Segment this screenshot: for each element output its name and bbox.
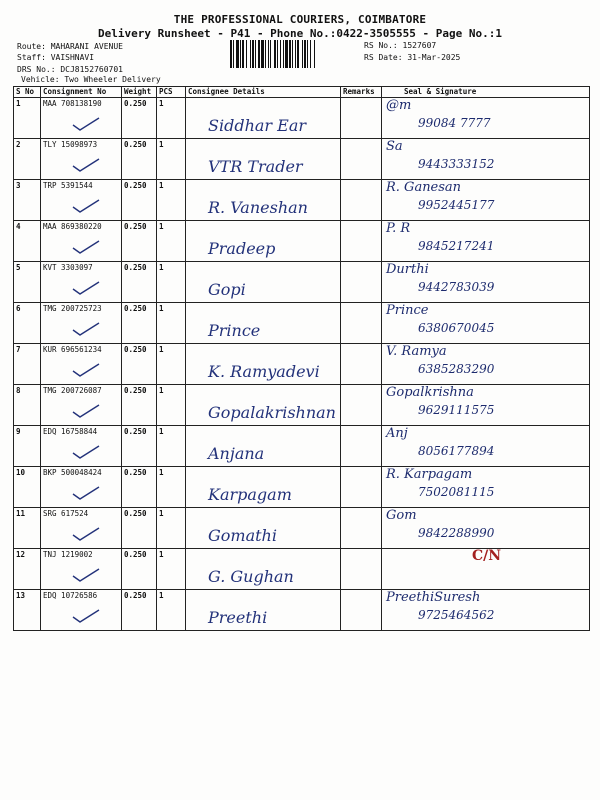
row-signature: [382, 549, 590, 590]
row-weight: 0.250: [122, 139, 157, 180]
check-mark-icon: [71, 157, 101, 173]
row-consignee: [186, 221, 341, 262]
consignee-name: Gopalakrishnan: [208, 403, 336, 422]
table-row: [14, 590, 590, 631]
consignee-name: Gopi: [208, 280, 246, 299]
row-remarks: [341, 344, 382, 385]
row-consignment: MAA 708138190: [41, 98, 122, 139]
col-consignment: Consignment No: [41, 87, 122, 98]
row-signature: [382, 98, 590, 139]
table-row: [14, 262, 590, 303]
row-weight: 0.250: [122, 426, 157, 467]
check-mark-icon: [71, 321, 101, 337]
row-sno: 12: [14, 549, 41, 590]
row-sno: 2: [14, 139, 41, 180]
row-remarks: [341, 590, 382, 631]
row-signature: [382, 303, 590, 344]
check-mark-icon: [71, 362, 101, 378]
col-weight: Weight: [122, 87, 157, 98]
signature-text: Prince: [386, 303, 429, 318]
row-consignee: [186, 385, 341, 426]
table-row: [14, 385, 590, 426]
row-consignee: [186, 180, 341, 221]
check-mark-icon: [71, 567, 101, 583]
row-remarks: [341, 549, 382, 590]
row-pcs: 1: [157, 590, 186, 631]
check-mark-icon: [71, 526, 101, 542]
row-consignment: EDQ 10726586: [41, 590, 122, 631]
row-consignment: EDQ 16758844: [41, 426, 122, 467]
rs-date: RS Date: 31-Mar-2025: [364, 53, 461, 62]
table-row: [14, 344, 590, 385]
row-consignment: TRP 5391544: [41, 180, 122, 221]
row-consignment: BKP 500048424: [41, 467, 122, 508]
signature-phone: 6385283290: [418, 362, 495, 376]
drs-label: DRS No.: DCJ8152760701: [17, 65, 123, 74]
signature-phone: 8056177894: [418, 444, 495, 458]
row-consignee: [186, 590, 341, 631]
row-consignee: [186, 262, 341, 303]
signature-phone: 9845217241: [418, 239, 495, 253]
signature-text: PreethiSuresh: [386, 590, 481, 605]
table-row: [14, 426, 590, 467]
row-pcs: 1: [157, 344, 186, 385]
row-pcs: 1: [157, 139, 186, 180]
row-signature: [382, 344, 590, 385]
rs-number: RS No.: 1527607: [364, 41, 437, 50]
table-row: [14, 549, 590, 590]
signature-text: Gom: [386, 508, 417, 523]
row-signature: [382, 426, 590, 467]
check-mark-icon: [71, 239, 101, 255]
row-weight: 0.250: [122, 508, 157, 549]
signature-text: Anj: [386, 426, 408, 441]
signature-phone: 9443333152: [418, 157, 495, 171]
signature-phone: 6380670045: [418, 321, 495, 335]
table-row: [14, 180, 590, 221]
row-remarks: [341, 139, 382, 180]
row-remarks: [341, 303, 382, 344]
row-sno: 4: [14, 221, 41, 262]
row-remarks: [341, 508, 382, 549]
row-consignment: TLY 15098973: [41, 139, 122, 180]
row-sno: 5: [14, 262, 41, 303]
barcode: [230, 40, 348, 68]
row-consignee: [186, 98, 341, 139]
table-row: [14, 139, 590, 180]
row-sno: 1: [14, 98, 41, 139]
signature-text: R. Karpagam: [386, 467, 473, 482]
row-consignee: [186, 508, 341, 549]
row-sno: 9: [14, 426, 41, 467]
row-sno: 7: [14, 344, 41, 385]
consignee-name: G. Gughan: [208, 567, 294, 586]
signature-text: V. Ramya: [386, 344, 447, 359]
row-remarks: [341, 98, 382, 139]
row-consignee: [186, 303, 341, 344]
signature-text: Gopalkrishna: [386, 385, 474, 400]
row-signature: [382, 180, 590, 221]
row-pcs: 1: [157, 303, 186, 344]
signature-text: @m: [386, 98, 412, 113]
signature-phone: 9725464562: [418, 608, 495, 622]
row-signature: [382, 385, 590, 426]
col-remarks: Remarks: [341, 87, 382, 98]
row-weight: 0.250: [122, 262, 157, 303]
company-title: THE PROFESSIONAL COURIERS, COIMBATORE: [173, 13, 427, 26]
consignee-name: Siddhar Ear: [208, 116, 307, 135]
row-pcs: 1: [157, 180, 186, 221]
check-mark-icon: [71, 280, 101, 296]
row-remarks: [341, 467, 382, 508]
row-pcs: 1: [157, 385, 186, 426]
row-sno: 10: [14, 467, 41, 508]
row-sno: 11: [14, 508, 41, 549]
consignee-name: Pradeep: [208, 239, 276, 258]
signature-phone: 9629111575: [418, 403, 495, 417]
vehicle-label: Vehicle: Two Wheeler Delivery: [21, 75, 161, 84]
row-pcs: 1: [157, 508, 186, 549]
row-weight: 0.250: [122, 590, 157, 631]
row-signature: [382, 590, 590, 631]
table-row: [14, 98, 590, 139]
row-consignment: MAA 869380220: [41, 221, 122, 262]
row-pcs: 1: [157, 549, 186, 590]
row-pcs: 1: [157, 467, 186, 508]
consignee-name: Karpagam: [208, 485, 292, 504]
row-remarks: [341, 180, 382, 221]
row-consignee: [186, 139, 341, 180]
table-header-row: [14, 87, 590, 98]
check-mark-icon: [71, 485, 101, 501]
check-mark-icon: [71, 403, 101, 419]
row-sno: 13: [14, 590, 41, 631]
row-consignment: KUR 696561234: [41, 344, 122, 385]
consignee-name: Preethi: [208, 608, 268, 627]
col-pcs: PCS: [157, 87, 186, 98]
row-consignment: KVT 3303097: [41, 262, 122, 303]
row-pcs: 1: [157, 426, 186, 467]
route-label: Route: MAHARANI AVENUE: [17, 42, 123, 51]
row-signature: [382, 221, 590, 262]
table-row: [14, 508, 590, 549]
check-mark-icon: [71, 116, 101, 132]
consignee-name: VTR Trader: [208, 157, 303, 176]
signature-phone: 99084 7777: [418, 116, 491, 130]
staff-label: Staff: VAISHNAVI: [17, 53, 95, 62]
signature-phone: 9442783039: [418, 280, 495, 294]
row-sno: 8: [14, 385, 41, 426]
row-signature: [382, 467, 590, 508]
col-sno: S No: [14, 87, 41, 98]
consignee-name: Prince: [208, 321, 261, 340]
check-mark-icon: [71, 444, 101, 460]
row-remarks: [341, 385, 382, 426]
row-pcs: 1: [157, 221, 186, 262]
row-weight: 0.250: [122, 221, 157, 262]
row-weight: 0.250: [122, 549, 157, 590]
row-consignee: [186, 426, 341, 467]
row-consignee: [186, 549, 341, 590]
row-sno: 6: [14, 303, 41, 344]
signature-phone: 7502081115: [418, 485, 495, 499]
consignee-name: K. Ramyadevi: [208, 362, 320, 381]
consignee-name: Gomathi: [208, 526, 277, 545]
row-weight: 0.250: [122, 180, 157, 221]
row-weight: 0.250: [122, 344, 157, 385]
consignee-name: R. Vaneshan: [208, 198, 308, 217]
table-row: [14, 303, 590, 344]
row-remarks: [341, 426, 382, 467]
row-consignment: TNJ 1219002: [41, 549, 122, 590]
table-row: [14, 467, 590, 508]
remark-mark: C/N: [472, 548, 502, 564]
delivery-table: [13, 86, 590, 631]
row-weight: 0.250: [122, 98, 157, 139]
row-remarks: [341, 221, 382, 262]
check-mark-icon: [71, 198, 101, 214]
row-consignee: [186, 467, 341, 508]
check-mark-icon: [71, 608, 101, 624]
row-signature: [382, 508, 590, 549]
row-pcs: 1: [157, 262, 186, 303]
row-consignment: TMG 200725723: [41, 303, 122, 344]
signature-phone: 9952445177: [418, 198, 495, 212]
row-weight: 0.250: [122, 303, 157, 344]
row-weight: 0.250: [122, 385, 157, 426]
signature-text: Durthi: [386, 262, 429, 277]
row-sno: 3: [14, 180, 41, 221]
row-pcs: 1: [157, 98, 186, 139]
signature-phone: 9842288990: [418, 526, 495, 540]
row-signature: [382, 139, 590, 180]
table-row: [14, 221, 590, 262]
runsheet-subtitle: Delivery Runsheet - P41 - Phone No.:0422-3505555 - Page No.:1: [98, 27, 502, 40]
row-remarks: [341, 262, 382, 303]
row-weight: 0.250: [122, 467, 157, 508]
row-consignee: [186, 344, 341, 385]
signature-text: Sa: [386, 139, 403, 154]
row-consignment: SRG 617524: [41, 508, 122, 549]
col-consignee: Consignee Details: [186, 87, 341, 98]
signature-text: P. R: [386, 221, 411, 236]
col-signature: Seal & Signature: [382, 87, 590, 98]
row-signature: [382, 262, 590, 303]
signature-text: R. Ganesan: [386, 180, 462, 195]
consignee-name: Anjana: [208, 444, 265, 463]
row-consignment: TMG 200726087: [41, 385, 122, 426]
